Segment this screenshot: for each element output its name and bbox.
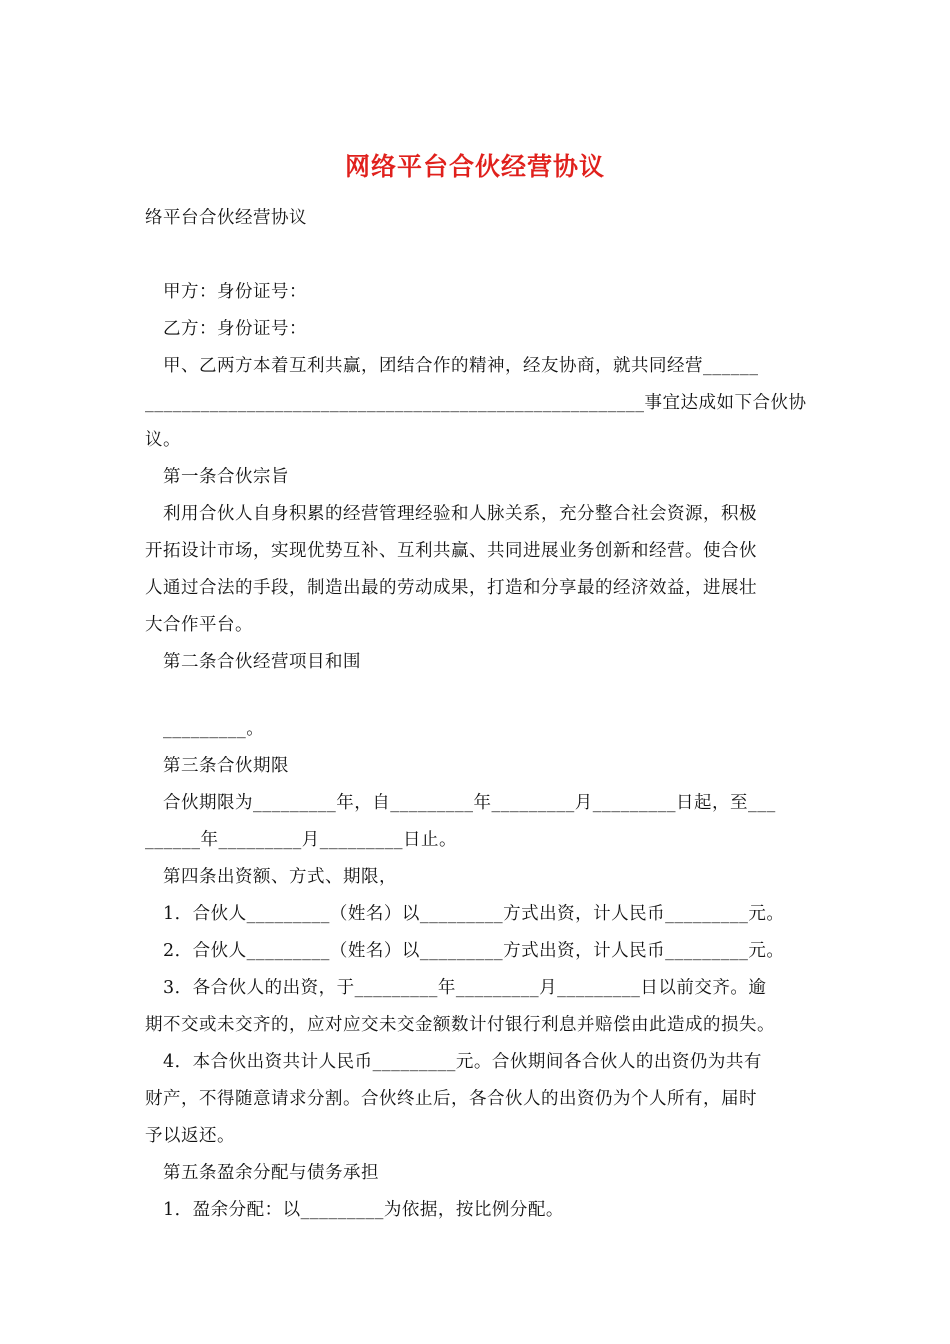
- article-5-heading: 第五条盈余分配与债务承担: [163, 1163, 379, 1183]
- preamble-line-3: 议。: [145, 430, 181, 450]
- article-1-heading: 第一条合伙宗旨: [163, 467, 289, 487]
- spacer: [145, 681, 805, 711]
- subtitle-line: 络平台合伙经营协议: [145, 208, 307, 228]
- article-3-heading: 第三条合伙期限: [163, 756, 289, 776]
- article-1-line-2: 开拓设计市场，实现优势互补、互利共赢、共同进展业务创新和经营。使合伙: [145, 541, 757, 561]
- article-2-blank: _________。: [163, 719, 265, 739]
- article-1-line-3: 人通过合法的手段，制造出最的劳动成果，打造和分享最的经济效益，进展壮: [145, 578, 757, 598]
- document-page: [145, 150, 805, 1229]
- article-4-item-1: 1．合伙人_________（姓名）以_________方式出资，计人民币_________元。: [163, 904, 785, 924]
- preamble-line-2: ______________________________________________________事宜达成如下合伙协: [145, 393, 807, 413]
- party-b-line: 乙方：身份证号：: [163, 319, 307, 339]
- article-4-item-3-line-1: 3．各合伙人的出资，于_________年_________月_________日以前交齐。逾: [163, 978, 767, 998]
- article-1-line-4: 大合作平台。: [145, 615, 253, 635]
- article-4-item-2: 2．合伙人_________（姓名）以_________方式出资，计人民币_________元。: [163, 941, 785, 961]
- article-4-item-3-line-2: 期不交或未交齐的，应对应交未交金额数计付银行利息并赔偿由此造成的损失。: [145, 1015, 775, 1035]
- article-2-heading: 第二条合伙经营项目和围: [163, 652, 361, 672]
- spacer: [145, 237, 805, 274]
- party-a-line: 甲方：身份证号：: [163, 282, 307, 302]
- article-3-line-2: ______年_________月_________日止。: [145, 830, 457, 850]
- article-4-item-4-line-1: 4．本合伙出资共计人民币_________元。合伙期间各合伙人的出资仍为共有: [163, 1052, 762, 1072]
- document-title: 网络平台合伙经营协议: [344, 152, 605, 181]
- article-4-item-4-line-3: 予以返还。: [145, 1126, 235, 1146]
- article-3-line-1: 合伙期限为_________年，自_________年_________月_________日起，至___: [163, 793, 776, 813]
- preamble-line-1: 甲、乙两方本着互利共赢，团结合作的精神，经友协商，就共同经营______: [163, 356, 759, 376]
- article-4-heading: 第四条出资额、方式、期限，: [163, 867, 397, 887]
- article-5-item-1: 1．盈余分配：以_________为依据，按比例分配。: [163, 1200, 564, 1220]
- article-1-line-1: 利用合伙人自身积累的经营管理经验和人脉关系，充分整合社会资源，积极: [163, 504, 757, 524]
- article-4-item-4-line-2: 财产，不得随意请求分割。合伙终止后，各合伙人的出资仍为个人所有，届时: [145, 1089, 757, 1109]
